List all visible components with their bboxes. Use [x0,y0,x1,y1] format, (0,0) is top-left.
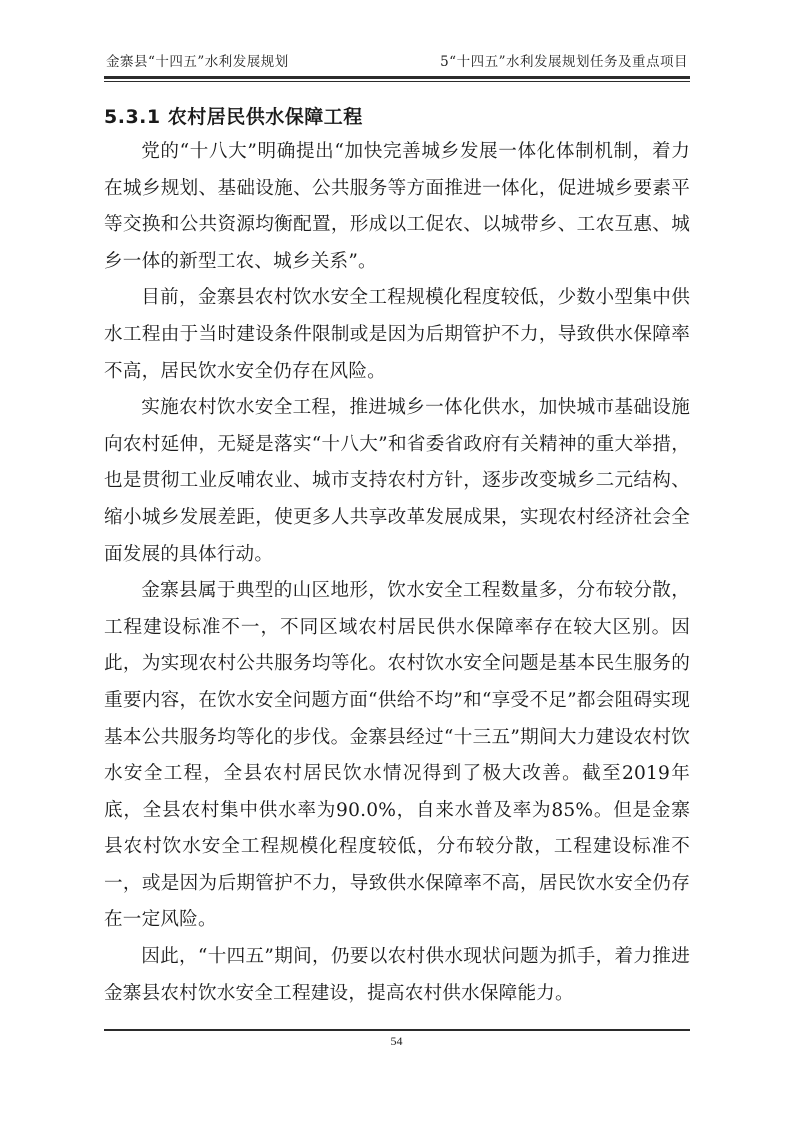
page-number: 54 [390,1034,403,1048]
paragraph-1: 党的“十八大”明确提出“加快完善城乡发展一体化体制机制，着力在城乡规划、基础设施、公共服务等方面推进一体化，促进城乡要素平等交换和公共资源均衡配置，形成以工促农、以城带乡、工农互惠、城乡一体的新型工农、城乡关系”。 [104,141,690,272]
header-document-title: 金寨县“十四五”水利发展规划 [106,54,289,70]
footer-rule [104,1029,690,1031]
paragraph-5: 因此，“十四五”期间，仍要以农村供水现状问题为抓手，着力推进金寨县农村饮水安全工程建设，提高农村供水保障能力。 [104,946,690,1004]
paragraph-4: 金寨县属于典型的山区地形，饮水安全工程数量多，分布较分散，工程建设标准不一，不同区域农村居民供水保障率存在较大区别。因此，为实现农村公共服务均等化。农村饮水安全问题是基本民生服务的重要内容，在饮水安全问题方面“供给不均”和“享受不足”都会阻碍实现基本公共服务均等化的步伐。金寨县经过“十三五”期间大力建设农村饮水安全工程，全县农村居民饮水情况得到了极大改善。截至2019年底，全县农村集中供水率为90.0%，自来水普及率为85%。但是金寨县农村饮水安全工程规模化程度较低，分布较分散，工程建设标准不一，或是因为后期管护不力，导致供水保障率不高，居民饮水安全仍存在一定风险。 [104,580,690,931]
section-heading: 5.3.1 农村居民供水保障工程 [104,106,363,128]
header-chapter-title: 5“十四五”水利发展规划任务及重点项目 [440,54,688,70]
header-rule-thin [104,81,690,82]
paragraph-3: 实施农村饮水安全工程，推进城乡一体化供水，加快城市基础设施向农村延伸，无疑是落实“十八大”和省委省政府有关精神的重大举措，也是贯彻工业反哺农业、城市支持农村方针，逐步改变城乡二元结构、缩小城乡发展差距，使更多人共享改革发展成果，实现农村经济社会全面发展的具体行动。 [104,397,690,565]
running-header [106,50,688,74]
page-content [104,100,690,1012]
header-rule-thick [104,76,690,79]
paragraph-2: 目前，金寨县农村饮水安全工程规模化程度较低，少数小型集中供水工程由于当时建设条件限制或是因为后期管护不力，导致供水保障率不高，居民饮水安全仍存在风险。 [104,287,690,382]
